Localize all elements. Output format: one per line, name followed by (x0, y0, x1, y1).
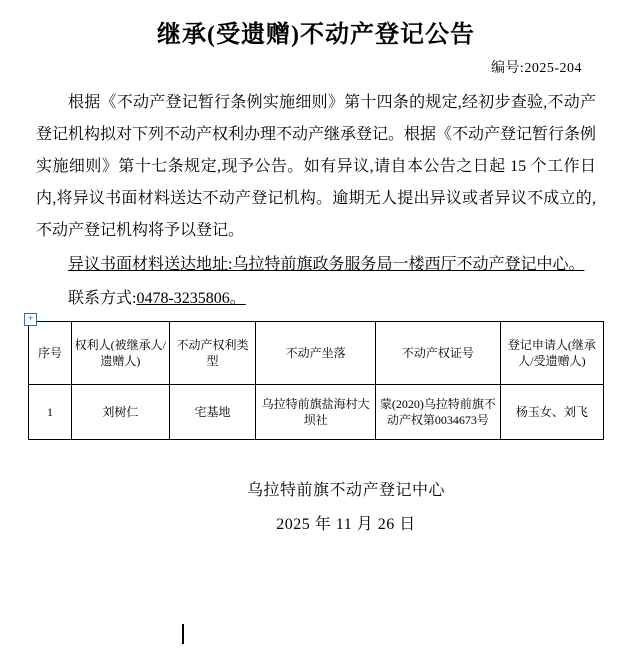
paragraph-main-text: 根据《不动产登记暂行条例实施细则》第十四条的规定,经初步查验,不动产登记机构拟对下列不动产权利办理不动产继承登记。根据《不动产登记暂行条例实施细则》第十七条规定,现予公告。如有异议,请自本公告之日起 15 个工作日内,将异议书面材料送达不动产登记机构。逾期无人提出异议或者异议不成立的,不动产登记机构将予以登记。 (36, 94, 597, 239)
cell-location: 乌拉特前旗盐海村大坝社 (256, 385, 376, 440)
registration-table-wrapper (27, 313, 604, 440)
contact-line (36, 283, 596, 315)
cell-type: 宅基地 (169, 385, 256, 440)
cell-certificate: 蒙(2020)乌拉特前旗不动产权第0034673号 (375, 385, 500, 440)
table-row (29, 385, 604, 440)
column-header-holder: 权利人(被继承人/遗赠人) (72, 322, 170, 385)
signature-block (28, 474, 604, 542)
column-header-applicant: 登记申请人(继承人/受遗赠人) (500, 322, 603, 385)
table-header (29, 322, 604, 385)
cell-holder: 刘树仁 (72, 385, 170, 440)
column-header-location: 不动产坐落 (256, 322, 376, 385)
column-header-certificate: 不动产权证号 (375, 322, 500, 385)
paragraph-address (36, 249, 596, 281)
cell-applicant: 杨玉女、刘飞 (500, 385, 603, 440)
registration-table (28, 321, 604, 440)
signature-date: 2025 年 11 月 26 日 (276, 516, 416, 533)
page-title: 继承(受遗赠)不动产登记公告 (157, 22, 475, 48)
add-row-icon[interactable]: + (24, 313, 37, 326)
column-header-type: 不动产权利类型 (169, 322, 256, 385)
contact-value: 0478-3235806。 (136, 290, 246, 307)
text-cursor (182, 624, 184, 644)
table-body (29, 385, 604, 440)
paragraph-main (36, 87, 596, 247)
column-header-seq: 序号 (29, 322, 72, 385)
signature-organization: 乌拉特前旗不动产登记中心 (246, 482, 445, 499)
table-header-row (29, 322, 604, 385)
document-body (36, 87, 596, 281)
contact-label: 联系方式: (68, 290, 137, 307)
document-number: 编号:2025-204 (490, 61, 582, 76)
cell-seq: 1 (29, 385, 72, 440)
document-page (0, 14, 632, 654)
paragraph-address-text: 异议书面材料送达地址:乌拉特前旗政务服务局一楼西厅不动产登记中心。 (68, 256, 585, 273)
